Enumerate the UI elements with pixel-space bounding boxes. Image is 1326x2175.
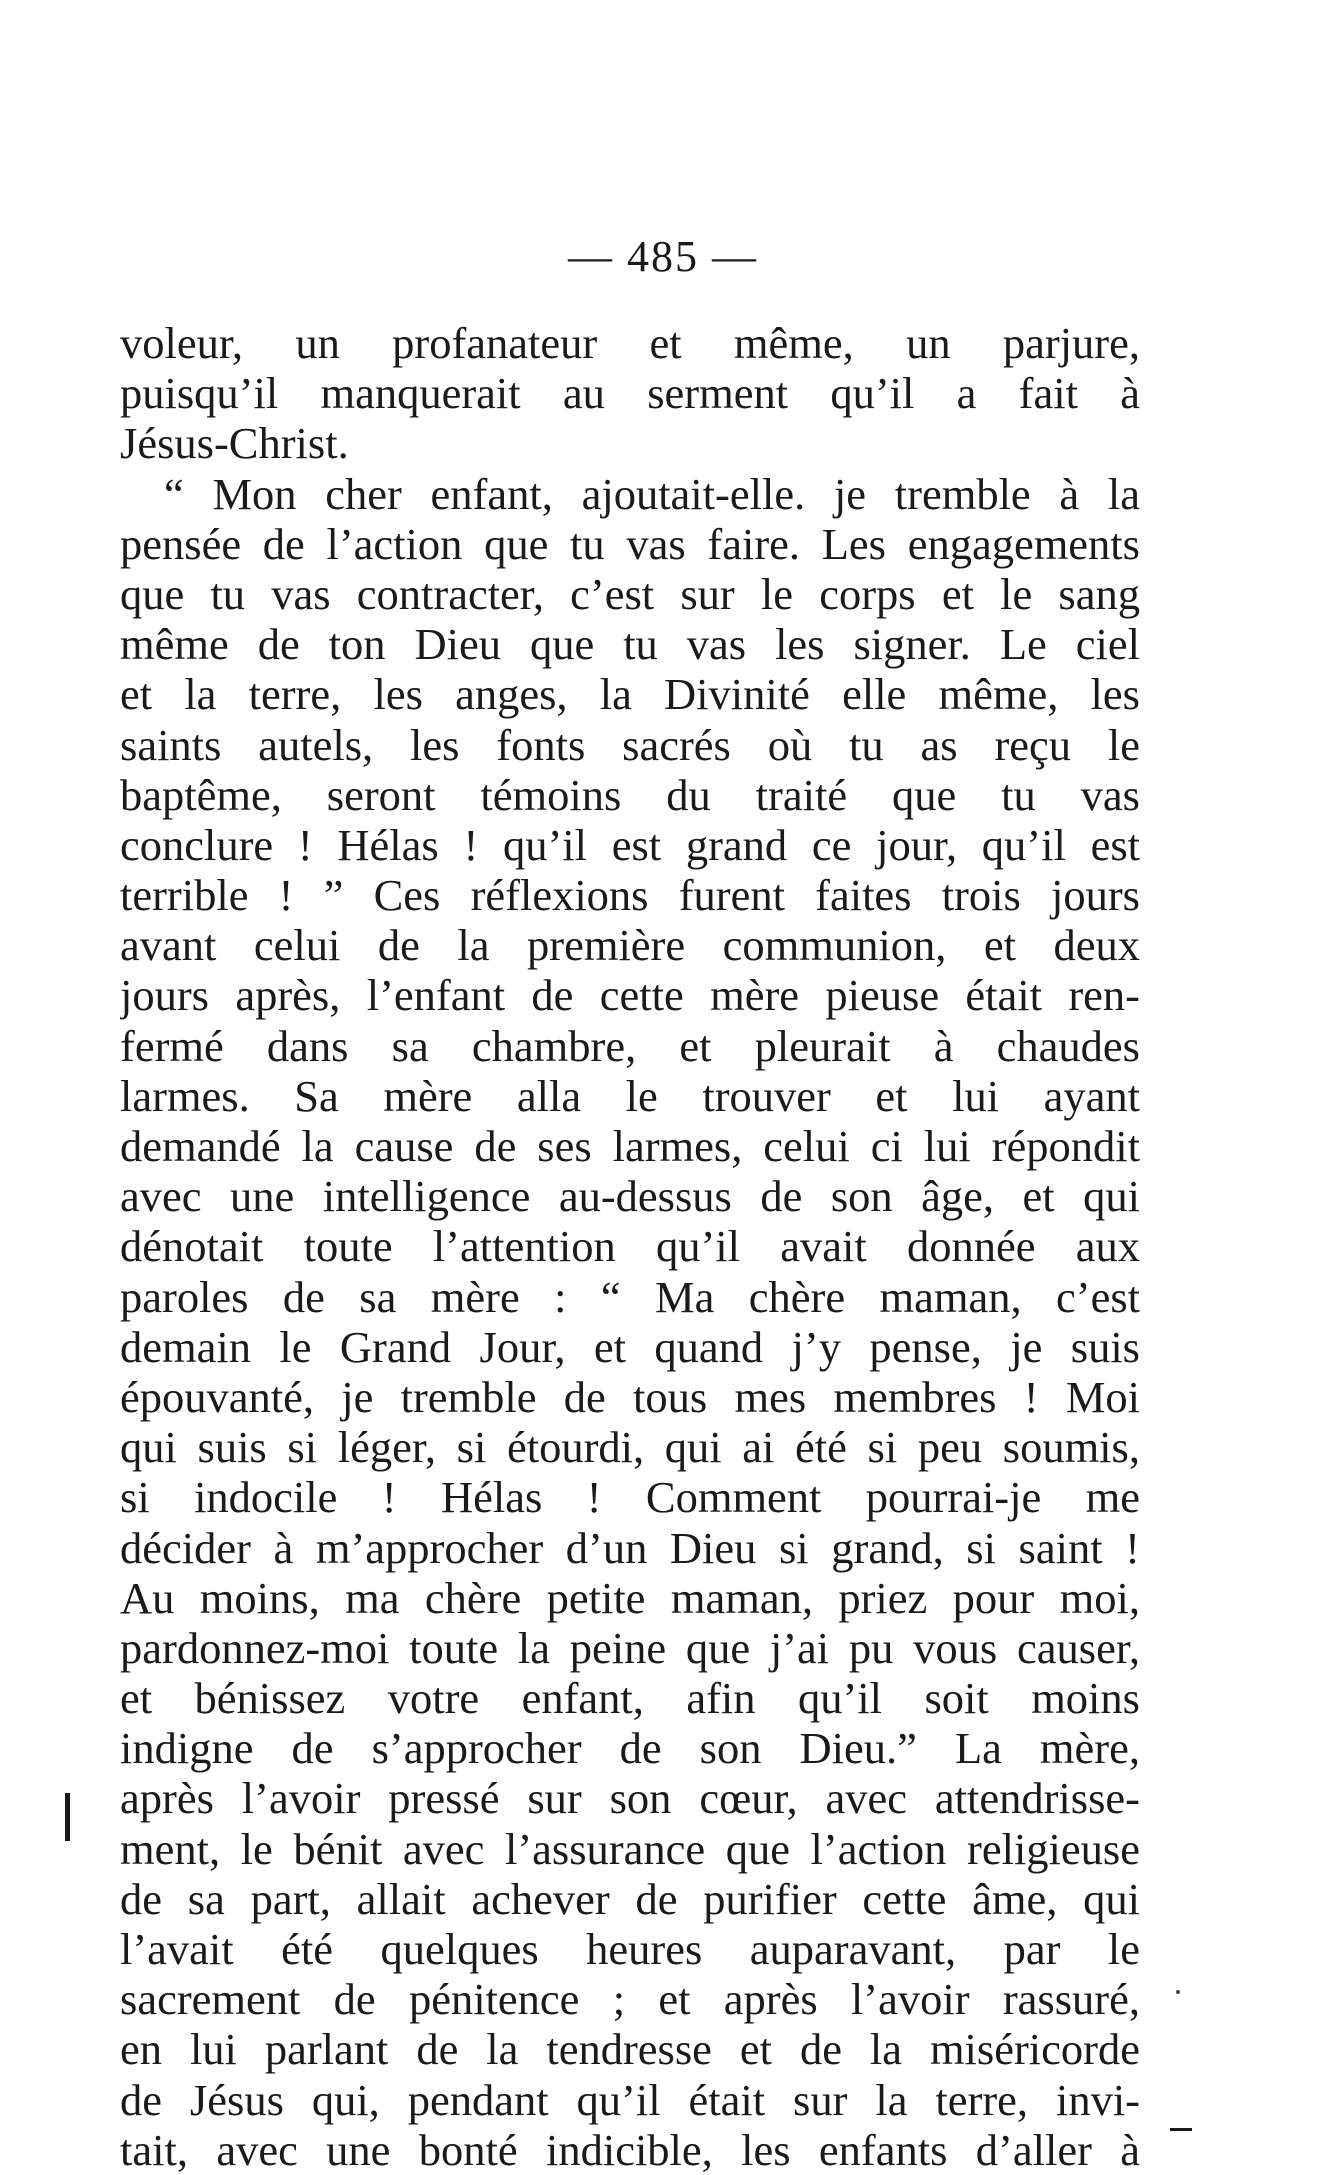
text-line: sacrement de pénitence ; et après l’avoir rassuré, [120, 1974, 1140, 2025]
text-line: larmes. Sa mère alla le trouver et lui ayant [120, 1070, 1140, 1121]
text-line: conclure ! Hélas ! qu’il est grand ce jour, qu’il est [120, 819, 1140, 870]
text-line: tait, avec une bonté indicible, les enfants d’aller à [120, 2124, 1140, 2175]
text-line: jours après, l’enfant de cette mère pieuse était ren- [120, 970, 1140, 1021]
text-line: de Jésus qui, pendant qu’il était sur la terre, invi- [120, 2074, 1140, 2125]
text-line: puisqu’il manquerait au serment qu’il a fait à [120, 368, 1140, 419]
text-line: voleur, un profanateur et même, un parjure, [120, 318, 1140, 368]
text-line: en lui parlant de la tendresse et de la miséricorde [120, 2024, 1140, 2075]
text-line: saints autels, les fonts sacrés où tu as reçu le [120, 719, 1140, 770]
text-line: décider à m’approcher d’un Dieu si grand, si saint ! [120, 1522, 1140, 1573]
text-line: ment, le bénit avec l’assurance que l’action religieuse [120, 1823, 1140, 1874]
page-number: — 485 — [568, 232, 758, 281]
text-line: baptême, seront témoins du traité que tu vas [120, 769, 1140, 820]
text-line: paroles de sa mère : “ Ma chère maman, c’est [120, 1271, 1140, 1322]
text-line: pensée de l’action que tu vas faire. Les engagements [120, 518, 1140, 569]
text-line: pardonnez-moi toute la peine que j’ai pu vous causer, [120, 1622, 1140, 1673]
text-line: demain le Grand Jour, et quand j’y pense, je suis [120, 1321, 1140, 1372]
text-line: avant celui de la première communion, et deux [120, 920, 1140, 971]
text-line: après l’avoir pressé sur son cœur, avec attendrisse- [120, 1773, 1140, 1824]
text-line: Jésus-Christ. [120, 418, 349, 469]
text-line: même de ton Dieu que tu vas les signer. Le ciel [120, 619, 1140, 670]
text-line: et bénissez votre enfant, afin qu’il soit moins [120, 1673, 1140, 1724]
text-line: “ Mon cher enfant, ajoutait-elle. je tremble à la [164, 468, 1140, 519]
text-line: demandé la cause de ses larmes, celui ci lui répondit [120, 1121, 1140, 1171]
text-line: et la terre, les anges, la Divinité elle même, les [120, 669, 1140, 720]
text-line: terrible ! ” Ces réflexions furent faites trois jours [120, 870, 1140, 921]
text-line: de sa part, allait achever de purifier cette âme, qui [120, 1873, 1140, 1924]
body-text [120, 318, 1140, 2175]
margin-dash [1170, 2128, 1192, 2131]
text-line: fermé dans sa chambre, et pleurait à chaudes [120, 1020, 1140, 1071]
text-line: l’avait été quelques heures auparavant, par le [120, 1924, 1140, 1974]
text-line: indigne de s’approcher de son Dieu.” La mère, [120, 1723, 1140, 1774]
text-line: avec une intelligence au-dessus de son âge, et qui [120, 1171, 1140, 1222]
margin-mark [65, 1793, 70, 1841]
text-line: Au moins, ma chère petite maman, priez pour moi, [120, 1572, 1140, 1623]
margin-speck [1176, 1990, 1180, 1994]
text-line: si indocile ! Hélas ! Comment pourrai-je me [120, 1472, 1140, 1523]
text-line: épouvanté, je tremble de tous mes membres ! Moi [120, 1371, 1140, 1422]
text-line: dénotait toute l’attention qu’il avait donnée aux [120, 1221, 1140, 1272]
text-line: que tu vas contracter, c’est sur le corps et le sang [120, 568, 1140, 619]
text-line: qui suis si léger, si étourdi, qui ai été si peu soumis, [120, 1422, 1140, 1473]
